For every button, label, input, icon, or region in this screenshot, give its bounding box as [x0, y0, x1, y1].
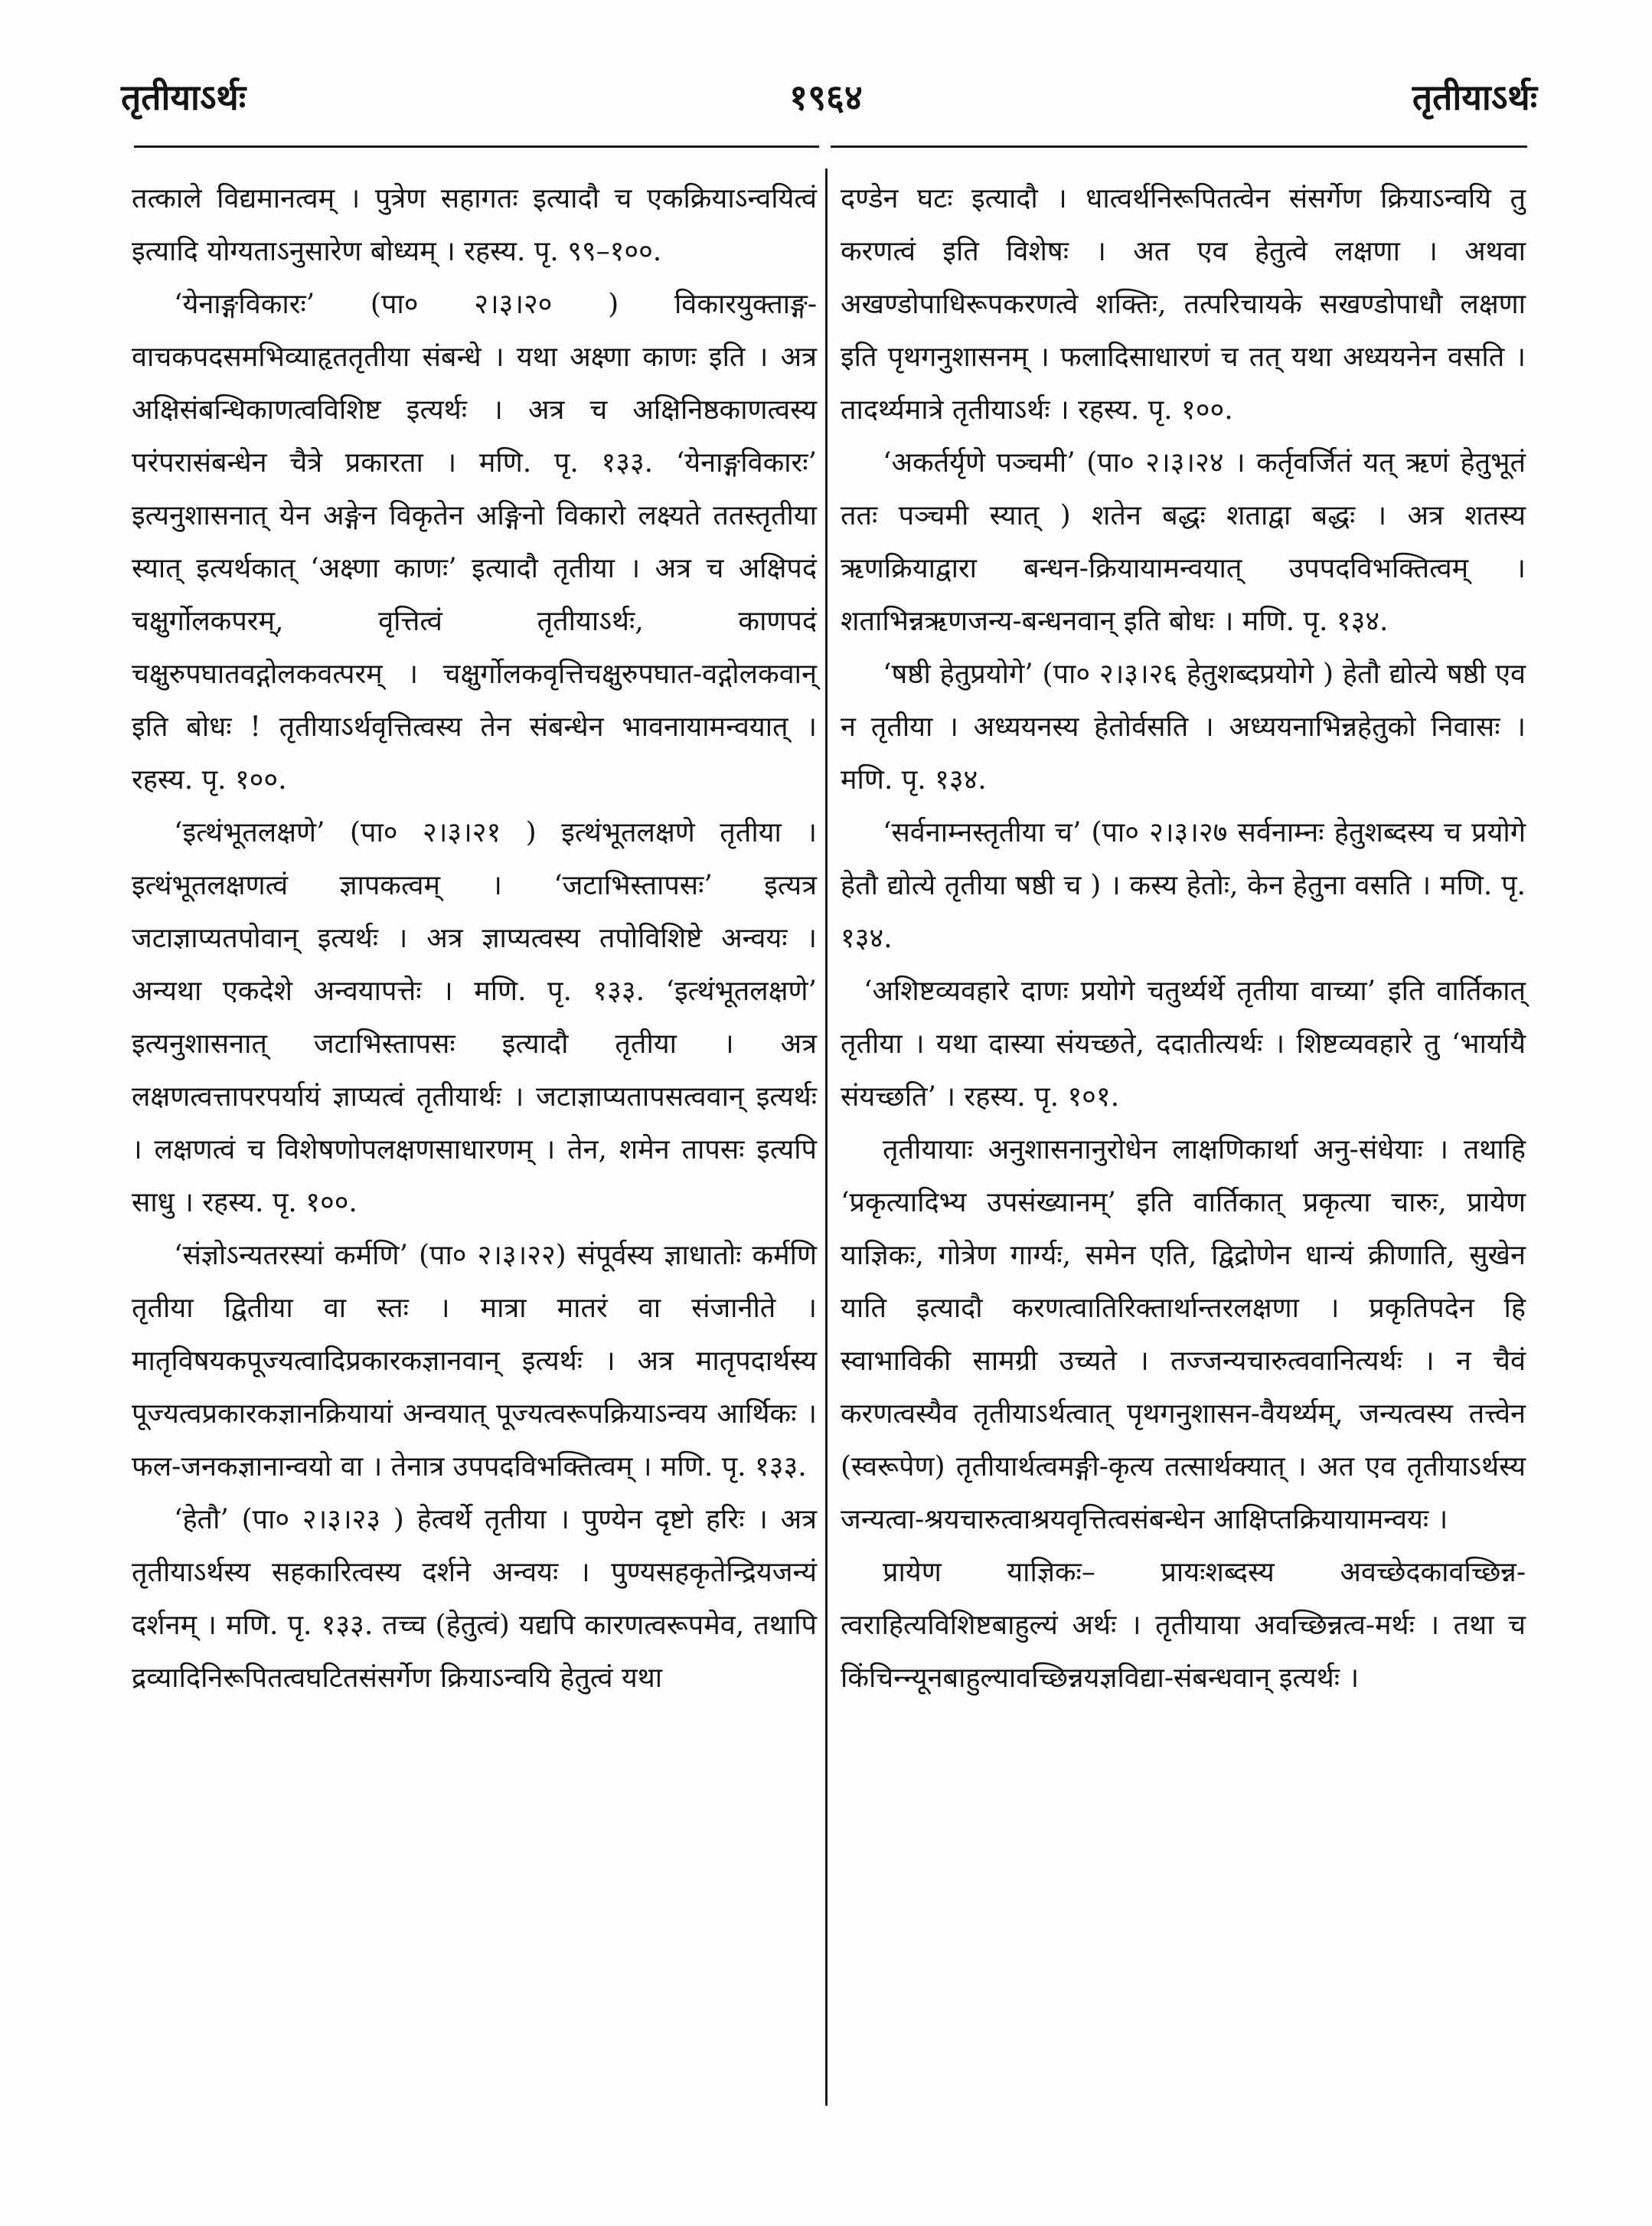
- paragraph: ‘सर्वनाम्नस्तृतीया च’ (पा० २।३।२७ सर्वनाम्नः हेतुशब्दस्य च प्रयोगे हेतौ द्योत्ये तृतीया षष्ठी च ) । कस्य हेतोः, केन हेतुना वसति । मणि. पृ. १३४.: [841, 817, 1526, 954]
- running-head-left: तृतीयाऽर्थः: [121, 77, 246, 118]
- page-number: १९६४: [789, 77, 863, 118]
- paragraph: तत्काले विद्यमानत्वम् । पुत्रेण सहागतः इत्यादौ च एकक्रियाऽन्वयित्वं इत्यादि योग्यताऽनुसारेण बोध्यम् । रहस्य. पृ. ९९–१००.: [132, 183, 817, 267]
- header-rule-left: [134, 145, 819, 148]
- paragraph: ‘हेतौ’ (पा० २।३।२३ ) हेत्वर्थे तृतीया । पुण्येन दृष्टो हरिः । अत्र तृतीयाऽर्थस्य सहकारित्वस्य दर्शने अन्वयः । पुण्यसहकृतेन्द्रियजन्यं दर्शनम् । मणि. पृ. १३३. तच्च (हेतुत्वं) यद्यपि कारणत्वरूपमेव, तथापि द्रव्यादिनिरूपितत्वघटितसंसर्गेण क्रियाऽन्वयि हेतुत्वं यथा: [132, 1504, 817, 1694]
- paragraph: तृतीयायाः अनुशासनानुरोधेन लाक्षणिकार्था अनु-संधेयाः । तथाहि ‘प्रकृत्यादिभ्य उपसंख्यानम्’ इति वार्तिकात् प्रकृत्या चारुः, प्रायेण याज्ञिकः, गोत्रेण गार्ग्यः, समेन एति, द्विद्रोणेन धान्यं क्रीणाति, सुखेन याति इत्यादौ करणत्वातिरिक्तार्थान्तरलक्षणा । प्रकृतिपदेन हि स्वाभाविकी सामग्री उच्यते । तज्जन्यचारुत्ववानित्यर्थः । न चैवं करणत्वस्यैव तृतीयाऽर्थत्वात् पृथगनुशासन-वैयर्थ्यम्, जन्यत्वस्य तत्त्वेन (स्वरूपेण) तृतीयार्थत्वमङ्गी-कृत्य तत्सार्थक्यात् । अत एव तृतीयाऽर्थस्य जन्यत्वा-श्रयचारुत्वाश्रयवृत्तित्वसंबन्धेन आक्षिप्तक्रियायामन्वयः ।: [841, 1134, 1526, 1535]
- paragraph: ‘षष्ठी हेतुप्रयोगे’ (पा० २।३।२६ हेतुशब्दप्रयोगे ) हेतौ द्योत्ये षष्ठी एव न तृतीया । अध्ययनस्य हेतोर्वसति । अध्ययनाभिन्नहेतुको निवासः । मणि. पृ. १३४.: [841, 659, 1526, 796]
- right-column: [841, 172, 1526, 1705]
- paragraph: ‘येनाङ्गविकारः’ (पा० २।३।२० ) विकारयुक्ताङ्ग-वाचकपदसमभिव्याहृततृतीया संबन्धे । यथा अक्ष्णा काणः इति । अत्र अक्षिसंबन्धिकाणत्वविशिष्ट इत्यर्थः । अत्र च अक्षिनिष्ठकाणत्वस्य परंपरासंबन्धेन चैत्रे प्रकारता । मणि. पृ. १३३. ‘येनाङ्गविकारः’ इत्यनुशासनात् येन अङ्गेन विकृतेन अङ्गिनो विकारो लक्ष्यते ततस्तृतीया स्यात् इत्यर्थकात् ‘अक्ष्णा काणः’ इत्यादौ तृतीया । अत्र च अक्षिपदं चक्षुर्गोलकपरम्, वृत्तित्वं तृतीयाऽर्थः, काणपदं चक्षुरुपघातवद्गोलकवत्परम् । चक्षुर्गोलकवृत्तिचक्षुरुपघात-वद्गोलकवान् इति बोधः ! तृतीयाऽर्थवृत्तित्वस्य तेन संबन्धेन भावनायामन्वयात् । रहस्य. पृ. १००.: [132, 289, 817, 796]
- paragraph: ‘अकर्तर्यृणे पञ्चमी’ (पा० २।३।२४ । कर्तृवर्जितं यत् ऋणं हेतुभूतं ततः पञ्चमी स्यात् ) शतेन बद्धः शताद्वा बद्धः । अत्र शतस्य ऋणक्रियाद्वारा बन्धन-क्रियायामन्वयात् उपपदविभक्तित्वम् । शताभिन्नऋणजन्य-बन्धनवान् इति बोधः । मणि. पृ. १३४.: [841, 447, 1526, 637]
- column-divider: [825, 168, 828, 2106]
- left-column: [132, 172, 817, 1705]
- page-header: [0, 73, 1652, 134]
- paragraph: ‘अशिष्टव्यवहारे दाणः प्रयोगे चतुर्थ्यर्थे तृतीया वाच्या’ इति वार्तिकात् तृतीया । यथा दास्या संयच्छते, ददातीत्यर्थः । शिष्टव्यवहारे तु ‘भार्यायै संयच्छति’ । रहस्य. पृ. १०१.: [841, 976, 1526, 1113]
- paragraph: दण्डेन घटः इत्यादौ । धात्वर्थनिरूपितत्वेन संसर्गेण क्रियाऽन्वयि तु करणत्वं इति विशेषः । अत एव हेतुत्वे लक्षणा । अथवा अखण्डोपाधिरूपकरणत्वे शक्तिः, तत्परिचायके सखण्डोपाधौ लक्षणा इति पृथगनुशासनम् । फलादिसाधारणं च तत् यथा अध्ययनेन वसति । तादर्थ्यमात्रे तृतीयाऽर्थः । रहस्य. पृ. १००.: [841, 183, 1526, 426]
- paragraph: ‘संज्ञोऽन्यतरस्यां कर्मणि’ (पा० २।३।२२) संपूर्वस्य ज्ञाधातोः कर्मणि तृतीया द्वितीया वा स्तः । मात्रा मातरं वा संजानीते । मातृविषयकपूज्यत्वादिप्रकारकज्ञानवान् इत्यर्थः । अत्र मातृपदार्थस्य पूज्यत्वप्रकारकज्ञानक्रियायां अन्वयात् पूज्यत्वरूपक्रियाऽन्वय आर्थिकः । फल-जनकज्ञानान्वयो वा । तेनात्र उपपदविभक्तित्वम् । मणि. पृ. १३३.: [132, 1240, 817, 1482]
- header-rule-right: [831, 145, 1527, 148]
- paragraph: प्रायेण याज्ञिकः– प्रायःशब्दस्य अवच्छेदकावच्छिन्न-त्वराहित्यविशिष्टबाहुल्यं अर्थः । तृतीयाया अवच्छिन्नत्व-मर्थः । तथा च किंचिन्न्यूनबाहुल्यावच्छिन्नयज्ञविद्या-संबन्धवान् इत्यर्थः ।: [841, 1557, 1526, 1694]
- paragraph: ‘इत्थंभूतलक्षणे’ (पा० २।३।२१ ) इत्थंभूतलक्षणे तृतीया । इत्थंभूतलक्षणत्वं ज्ञापकत्वम् । ‘जटाभिस्तापसः’ इत्यत्र जटाज्ञाप्यतपोवान् इत्यर्थः । अत्र ज्ञाप्यत्वस्य तपोविशिष्टे अन्वयः । अन्यथा एकदेशे अन्वयापत्तेः । मणि. पृ. १३३. ‘इत्थंभूतलक्षणे’ इत्यनुशासनात् जटाभिस्तापसः इत्यादौ तृतीया । अत्र लक्षणत्वत्तापरपर्यायं ज्ञाप्यत्वं तृतीयार्थः । जटाज्ञाप्यतापसत्ववान् इत्यर्थः । लक्षणत्वं च विशेषणोपलक्षणसाधारणम् । तेन, शमेन तापसः इत्यपि साधु । रहस्य. पृ. १००.: [132, 817, 817, 1218]
- running-head-right: तृतीयाऽर्थः: [1412, 77, 1537, 118]
